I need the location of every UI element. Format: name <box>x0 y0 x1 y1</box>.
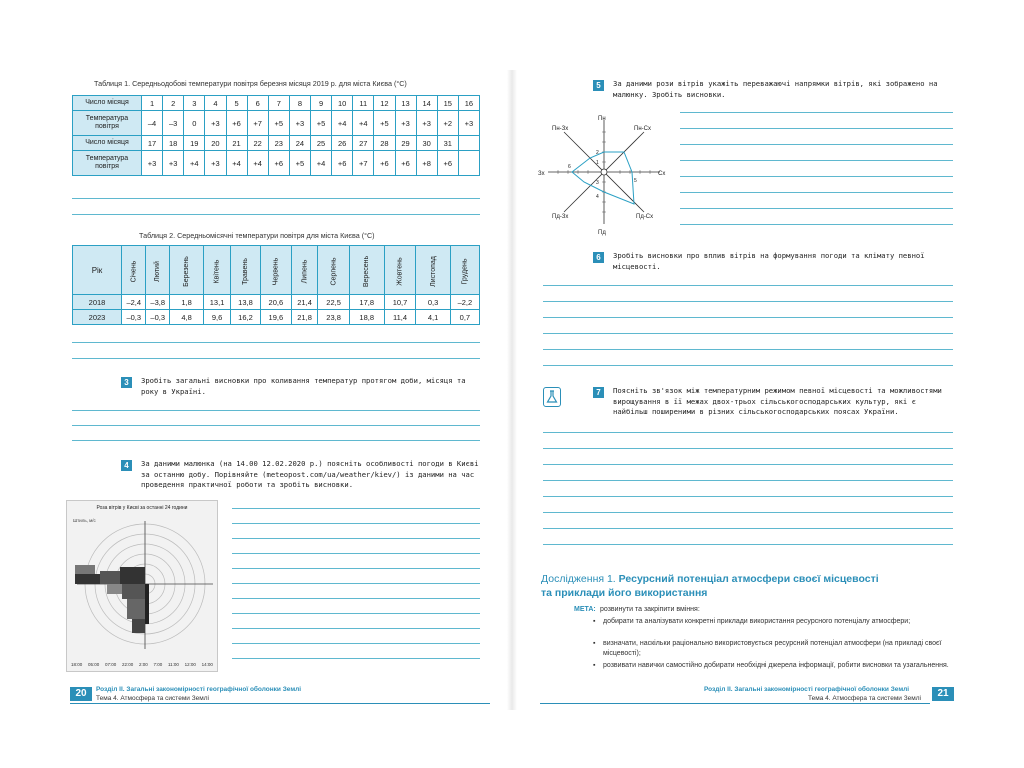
year-cell: 2023 <box>73 310 122 325</box>
table-cell: 25 <box>311 136 332 151</box>
table-cell: 5 <box>226 96 247 111</box>
month-label: Листопад <box>429 255 437 287</box>
table2 <box>72 245 480 325</box>
table-cell: 0,7 <box>450 310 479 325</box>
month-label: Вересень <box>363 255 371 287</box>
table-cell: +3 <box>395 111 416 136</box>
table-cell: +4 <box>353 111 374 136</box>
table-cell: +6 <box>437 151 458 176</box>
footer-section-right: Розділ II. Загальні закономірності географічної оболонки Землі <box>704 686 910 693</box>
windrose-label-n: Пн <box>598 116 606 122</box>
goal-bullet-2: ▪ визначати, наскільки раціонально використовується ресурсний потенціал атмосфери (на прикладі своєї місцевості); <box>603 639 953 659</box>
answer-line[interactable] <box>543 301 953 302</box>
table-cell: 7 <box>268 96 289 111</box>
month-header <box>291 246 318 295</box>
answer-line[interactable] <box>543 528 953 529</box>
question-6-number: 6 <box>593 252 604 263</box>
table1-caption: Таблиця 1. Середньодобові температури повітря березня місяця 2019 р. для міста Києва (°С) <box>94 79 407 88</box>
table-cell: +6 <box>226 111 247 136</box>
answer-line[interactable] <box>680 160 953 161</box>
answer-line[interactable] <box>232 598 480 599</box>
month-label: Лютий <box>154 260 162 282</box>
table-cell: 11,4 <box>384 310 416 325</box>
wind-rose-kyiv-24h-image <box>66 500 218 672</box>
table-cell: 23 <box>268 136 289 151</box>
table-cell: +3 <box>416 111 437 136</box>
windrose-tick-4: 4 <box>596 194 599 200</box>
month-label: Березень <box>183 255 191 287</box>
footer-topic-left: Тема 4. Атмосфера та системи Землі <box>96 695 209 702</box>
table-cell: 14 <box>416 96 437 111</box>
table-cell: –2,4 <box>122 295 146 310</box>
table-cell: 23,8 <box>318 310 349 325</box>
table-cell: 13,1 <box>204 295 231 310</box>
windrose-tick-6: 6 <box>568 164 571 170</box>
table-cell: 22,5 <box>318 295 349 310</box>
table-row <box>73 295 480 310</box>
table-cell: 18,8 <box>349 310 384 325</box>
answer-line[interactable] <box>232 658 480 659</box>
table-cell: +3 <box>205 151 226 176</box>
table-cell: 11 <box>353 96 374 111</box>
windrose-label-e: Сх <box>658 171 666 177</box>
footer-section-left: Розділ II. Загальні закономірності географічної оболонки Землі <box>96 686 302 693</box>
question-5-number: 5 <box>593 80 604 91</box>
answer-line[interactable] <box>680 208 953 209</box>
table-cell: 21,8 <box>291 310 318 325</box>
month-label: Травень <box>241 257 249 285</box>
table-cell: 9 <box>311 96 332 111</box>
answer-line[interactable] <box>232 583 480 584</box>
study-title-line2: та приклади його використання <box>541 587 708 599</box>
table-cell: +2 <box>437 111 458 136</box>
answer-line[interactable] <box>680 112 953 113</box>
answer-line[interactable] <box>72 410 480 411</box>
answer-line[interactable] <box>543 448 953 449</box>
table-cell: +5 <box>374 111 395 136</box>
table-cell: 17,8 <box>349 295 384 310</box>
answer-line[interactable] <box>543 317 953 318</box>
table-row <box>73 136 480 151</box>
table-cell: 21 <box>226 136 247 151</box>
table-cell: 2 <box>163 96 184 111</box>
windrose-label-sw: Пд-Зх <box>552 214 569 220</box>
windchart-time-label: 07:00 <box>105 662 117 667</box>
research-task-icon <box>543 387 561 407</box>
table-cell: 9,6 <box>204 310 231 325</box>
answer-line[interactable] <box>72 198 480 199</box>
answer-line[interactable] <box>72 214 480 215</box>
windrose-label-ne: Пн-Сх <box>634 126 651 132</box>
table-row <box>73 96 480 111</box>
table-cell: +3 <box>142 151 163 176</box>
goal-label: МЕТА: <box>574 606 596 613</box>
answer-line[interactable] <box>543 365 953 366</box>
answer-line[interactable] <box>543 480 953 481</box>
month-label: Липень <box>301 259 309 283</box>
year-header: Рік <box>73 246 122 295</box>
table-cell: 31 <box>437 136 458 151</box>
month-header <box>416 246 450 295</box>
answer-line[interactable] <box>680 176 953 177</box>
table-cell: 29 <box>395 136 416 151</box>
table-cell: 15 <box>437 96 458 111</box>
goal-bullet-3: ▪ розвивати навички самостійно добирати необхідні джерела інформації, робити висновки та узагальнення. <box>603 661 953 671</box>
month-header <box>384 246 416 295</box>
row-label-day: Число місяця <box>73 96 142 111</box>
table-cell: 0 <box>184 111 205 136</box>
answer-line[interactable] <box>232 553 480 554</box>
table-cell: +6 <box>395 151 416 176</box>
answer-line[interactable] <box>543 432 953 433</box>
table-cell: +5 <box>311 111 332 136</box>
row-label-day: Число місяця <box>73 136 142 151</box>
question-6-text: Зробіть висновки про вплив вітрів на формування погоди та клімату певної місцевості. <box>613 251 925 271</box>
table-cell: 12 <box>374 96 395 111</box>
table-cell: 4,1 <box>416 310 450 325</box>
table-cell: 21,4 <box>291 295 318 310</box>
month-header <box>122 246 146 295</box>
table-cell: 0,3 <box>416 295 450 310</box>
question-7-text: Поясніть зв'язок між температурним режимом певної місцевості та можливостями вирощування в її межах двох-трьох сільськогосподарських культур, які є найбільш поширеними в різних сільськогосподарських поясах України. <box>613 386 942 416</box>
answer-line[interactable] <box>72 425 480 426</box>
answer-line[interactable] <box>232 523 480 524</box>
windchart-time-label: 2:00 <box>139 662 148 667</box>
table-cell: 17 <box>142 136 163 151</box>
table-cell: 8 <box>289 96 310 111</box>
answer-line[interactable] <box>680 128 953 129</box>
answer-line[interactable] <box>232 538 480 539</box>
answer-line[interactable] <box>232 508 480 509</box>
table-cell: +3 <box>289 111 310 136</box>
row-label-temp: Температура повітря <box>73 111 142 136</box>
question-4-text: За даними малюнка (на 14.00 12.02.2020 р.) поясніть особливості погоди в Києві за останню добу. Порівняйте (meteopost.com/ua/weather/kiev/) із даними на час проведення практичної роботи та зробіть висновки. <box>141 459 479 489</box>
answer-line[interactable] <box>72 440 480 441</box>
footer-rule-right <box>540 703 930 704</box>
table-cell: 6 <box>247 96 268 111</box>
windchart-time-label: 7:00 <box>153 662 163 667</box>
table-cell: 27 <box>353 136 374 151</box>
answer-line[interactable] <box>72 358 480 359</box>
answer-line[interactable] <box>680 224 953 225</box>
table-cell: –0,3 <box>146 310 169 325</box>
footer-topic-right: Тема 4. Атмосфера та системи Землі <box>808 695 921 702</box>
table-cell: 13 <box>395 96 416 111</box>
table-cell: +7 <box>353 151 374 176</box>
table-cell: 1,8 <box>169 295 203 310</box>
table2-caption: Таблиця 2. Середньомісячні температури повітря для міста Києва (°С) <box>139 231 375 240</box>
month-header <box>260 246 291 295</box>
windchart-time-axis <box>71 662 213 667</box>
row-label-temp: Температура повітря <box>73 151 142 176</box>
answer-line[interactable] <box>232 613 480 614</box>
answer-line[interactable] <box>543 333 953 334</box>
answer-line[interactable] <box>232 568 480 569</box>
windrose-label-s: Пд <box>598 230 606 236</box>
table-cell: 1 <box>142 96 163 111</box>
table-cell: 10 <box>332 96 353 111</box>
table-cell: 20,6 <box>260 295 291 310</box>
month-header <box>349 246 384 295</box>
goal-intro: розвинути та закріпити вміння: <box>600 606 700 613</box>
table-cell: +6 <box>374 151 395 176</box>
month-header <box>146 246 169 295</box>
answer-line[interactable] <box>543 512 953 513</box>
month-label: Квітень <box>213 259 221 283</box>
page-number-right: 21 <box>932 687 954 701</box>
answer-line[interactable] <box>543 544 953 545</box>
table-cell: 13,8 <box>231 295 261 310</box>
table-cell: +5 <box>268 111 289 136</box>
question-7-number: 7 <box>593 387 604 398</box>
month-header <box>204 246 231 295</box>
table-cell: +3 <box>163 151 184 176</box>
table-cell: 16 <box>458 96 479 111</box>
question-5-text: За даними рози вітрів укажіть переважаючі напрямки вітрів, які зображено на малюнку. Зробіть висновки. <box>613 79 938 99</box>
windchart-calm-label: Штиль, м/с <box>73 518 96 523</box>
windchart-title: Роза вітрів у Києві за останні 24 години <box>96 505 188 511</box>
month-label: Червень <box>272 257 280 285</box>
table-cell: 20 <box>205 136 226 151</box>
table-row <box>73 310 480 325</box>
answer-line[interactable] <box>543 349 953 350</box>
table-cell: +7 <box>247 111 268 136</box>
table-cell: 24 <box>289 136 310 151</box>
table-cell: +4 <box>184 151 205 176</box>
table-cell: +8 <box>416 151 437 176</box>
answer-line[interactable] <box>543 464 953 465</box>
table-row <box>73 151 480 176</box>
table1 <box>72 95 480 176</box>
table-cell: 4 <box>205 96 226 111</box>
goal-bullet-1: ▪ добирати та аналізувати конкретні приклади використання ресурсного потенціалу атмосфери; <box>603 617 953 627</box>
windchart-time-label: 05:00 <box>88 662 100 667</box>
wind-rose-diagram <box>538 112 668 237</box>
table-row <box>73 111 480 136</box>
table-cell: 30 <box>416 136 437 151</box>
month-header <box>231 246 261 295</box>
table-cell: +6 <box>268 151 289 176</box>
table-cell: –2,2 <box>450 295 479 310</box>
table-cell: +4 <box>226 151 247 176</box>
answer-line[interactable] <box>232 643 480 644</box>
answer-line[interactable] <box>680 144 953 145</box>
table-cell: 16,2 <box>231 310 261 325</box>
windrose-label-se: Пд-Сх <box>636 214 654 220</box>
windrose-tick-5: 5 <box>634 178 637 184</box>
table-cell: 4,8 <box>169 310 203 325</box>
table-cell: –0,3 <box>122 310 146 325</box>
month-label: Січень <box>130 260 138 282</box>
footer-rule-left <box>70 703 490 704</box>
table-cell: 22 <box>247 136 268 151</box>
table-cell: –4 <box>142 111 163 136</box>
month-header <box>169 246 203 295</box>
table-cell: +4 <box>332 111 353 136</box>
study-label: Дослідження 1. <box>541 573 616 585</box>
month-label: Серпень <box>330 256 338 286</box>
windchart-time-label: 22:00 <box>122 662 134 667</box>
windchart-time-label: 11:00 <box>168 662 179 667</box>
answer-line[interactable] <box>680 192 953 193</box>
table-cell: –3,8 <box>146 295 169 310</box>
windchart-graphic <box>67 501 217 671</box>
month-header <box>450 246 479 295</box>
windrose-tick-1: 1 <box>596 160 599 166</box>
windchart-time-label: 18:00 <box>71 662 83 667</box>
table-cell-empty <box>458 151 479 176</box>
windrose-tick-3: 3 <box>596 180 599 186</box>
table-cell-empty <box>458 136 479 151</box>
windrose-tick-2: 2 <box>596 150 599 156</box>
table-cell: +3 <box>458 111 479 136</box>
windrose-label-w: Зх <box>538 171 545 177</box>
windchart-time-label: 14:00 <box>201 662 213 667</box>
windchart-time-label: 12:00 <box>184 662 196 667</box>
month-label: Грудень <box>461 258 469 284</box>
question-3-text: Зробіть загальні висновки про коливання температур протягом доби, місяця та року в Україні. <box>141 376 466 396</box>
table-cell: +6 <box>332 151 353 176</box>
table-cell: –3 <box>163 111 184 136</box>
table-cell: +3 <box>205 111 226 136</box>
table-cell: +5 <box>289 151 310 176</box>
table-cell: 18 <box>163 136 184 151</box>
table-cell: 19,6 <box>260 310 291 325</box>
answer-line[interactable] <box>543 496 953 497</box>
table-cell: 3 <box>184 96 205 111</box>
flask-icon <box>544 388 560 406</box>
year-cell: 2018 <box>73 295 122 310</box>
table-header-row <box>73 246 480 295</box>
question-3-number: 3 <box>121 377 132 388</box>
month-header <box>318 246 349 295</box>
table-cell: +4 <box>247 151 268 176</box>
answer-line[interactable] <box>232 628 480 629</box>
month-label: Жовтень <box>396 256 404 286</box>
table-cell: 28 <box>374 136 395 151</box>
question-4-number: 4 <box>121 460 132 471</box>
table-cell: +4 <box>311 151 332 176</box>
table-cell: 10,7 <box>384 295 416 310</box>
study-heading <box>541 572 879 600</box>
study-title-line1: Ресурсний потенціал атмосфери своєї місцевості <box>618 573 879 585</box>
page-number-left: 20 <box>70 687 92 701</box>
answer-line[interactable] <box>72 342 480 343</box>
windrose-label-nw: Пн-Зх <box>552 126 569 132</box>
table-cell: 26 <box>332 136 353 151</box>
answer-line[interactable] <box>543 285 953 286</box>
table-cell: 19 <box>184 136 205 151</box>
